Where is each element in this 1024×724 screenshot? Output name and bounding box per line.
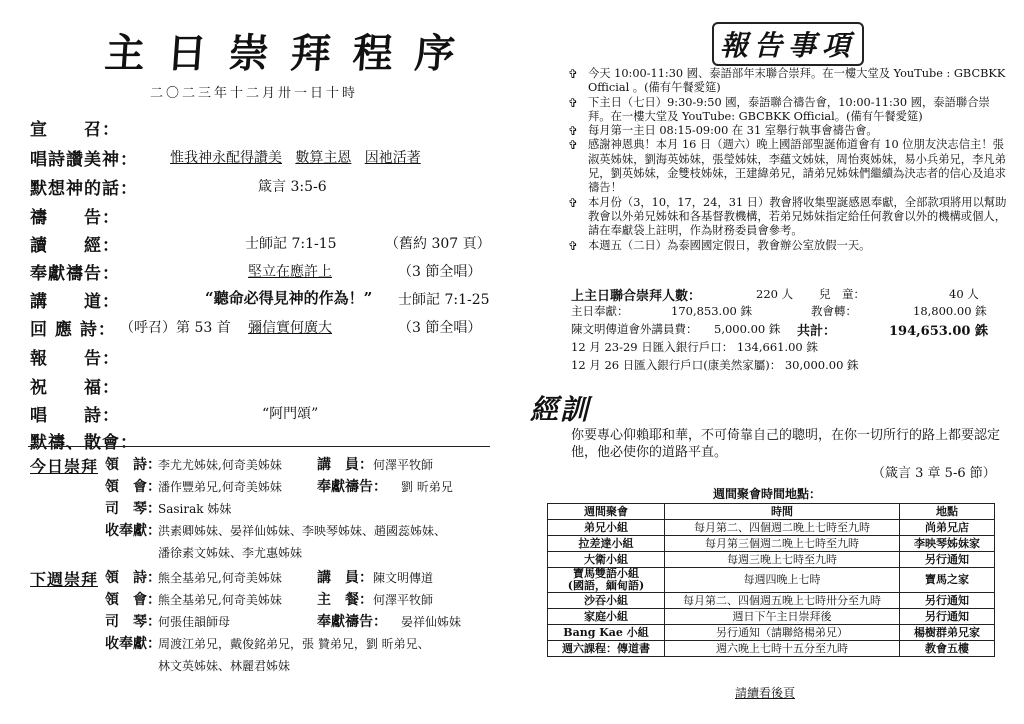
meetings-table-wrap	[547, 503, 995, 657]
transfer-value: 18,800.00 銖	[913, 304, 987, 318]
bank-deposit-line: 12 月 23-29 日匯入銀行戶口： 134,661.00 銖	[571, 340, 818, 354]
response-hymn: 彌信實何廣大	[248, 320, 332, 336]
cross-icon: ✞	[568, 138, 579, 153]
offering-hymn-note: （3 節全唱）	[398, 264, 482, 280]
announcement-item: ✞ 感謝神恩典！本月 16 日（週六）晚上國語部聖誕佈道會有 10 位朋友決志信主！張淑英姊妹，劉海英姊妹，張瑩姊妹，李蘊文姊妹，周怡爽姊妹，易小兵弟兄，李凡弟兄，劉英姊妹，金雙枝姊妹，王建緯弟兄，請弟兄姊妹們繼續為決志者的信心及追求禱告！	[568, 138, 1006, 195]
roster-value: 洪素卿姊妹、晏祥仙姊妹、李映琴姊妹、趙國蕊姊妹、	[158, 524, 447, 538]
roster-label: 收奉獻：	[105, 523, 161, 539]
roster-value: 何澤平牧師	[373, 458, 434, 472]
order-announcements-label: 報 告：	[30, 349, 120, 369]
announcement-item: ✞ 每月第一主日 08:15-09:00 在 31 室舉行執事會禱告會。	[568, 124, 878, 139]
meetings-table	[547, 503, 995, 657]
cross-icon: ✞	[568, 95, 579, 110]
meetings-title: 週間聚會時間地點：	[713, 487, 822, 501]
announcement-item: ✞ 本月份（3，10，17，24，31 日）教會將收集聖誕感恩奉獻，全部款項將用以幫助教會以外弟兄姊妹和各基督教機構，若弟兄姊妹指定給任何教會以外的機構或個人，請在奉獻袋上註明，作為財務委員會參考。	[568, 195, 1007, 238]
roster-next-week	[30, 567, 490, 682]
roster-value: 熊全基弟兄,何奇美姊妹	[158, 593, 282, 607]
announcement-item: ✞ 下主日（七日）9:30-9:50 國，泰語聯合禱告會，10:00-11:30 國，泰語聯合崇拜。在一樓大堂及 YouTube: GBCBKK Official。(備有午餐愛筵)	[568, 95, 990, 123]
verse-heading: 經訓	[530, 393, 591, 426]
offering-hymn: 堅立在應許上	[248, 264, 332, 280]
closing-hymn: “阿門頌”	[262, 406, 319, 422]
table-row: 家庭小組 週日下午主日崇拜後 另行通知	[548, 609, 995, 625]
roster-value: 何張佳韻師母	[158, 615, 231, 629]
order-closing-hymn-label: 唱 詩：	[30, 406, 120, 426]
order-reading-label: 讀 經：	[30, 236, 120, 256]
sunday-offering-label: 主日奉獻：	[571, 304, 629, 318]
continue-note: 請續看後頁	[735, 686, 796, 700]
roster-value: 晏祥仙姊妹	[401, 615, 462, 629]
divider	[28, 446, 490, 447]
total-value: 194,653.00 銖	[889, 324, 988, 339]
response-number: （呼召）第 53 首	[120, 320, 231, 336]
col-header: 地點	[900, 504, 995, 520]
meditation-ref: 箴言 3:5-6	[258, 179, 327, 195]
reading-page: （舊約 307 頁）	[385, 236, 491, 252]
roster-value: Sasirak 姊妹	[158, 502, 232, 516]
roster-title: 今日崇拜	[30, 457, 99, 476]
verse-reference: （箴言 3 章 5-6 節）	[872, 466, 996, 481]
page-title: 主日崇拜程序	[103, 30, 479, 77]
roster-title: 下週崇拜	[30, 570, 99, 589]
roster-label: 主 餐：	[317, 592, 373, 608]
sermon-scripture: 士師記 7:1-25	[398, 292, 490, 308]
table-row: Bang Kae 小組 另行通知（請聯絡楊弟兄） 楊樹群弟兄家	[548, 625, 995, 641]
roster-value: 潘徐素文姊妹、李尤惠姊妹	[158, 546, 303, 560]
speaker-fee-label: 陳文明傳道會外講員費：	[571, 322, 698, 336]
hymn-3: 因祂活著	[364, 150, 421, 166]
table-header-row	[548, 504, 995, 520]
cross-icon: ✞	[568, 238, 579, 253]
order-dismissal-label: 默禱、散會：	[30, 433, 138, 453]
roster-label: 收奉獻：	[105, 636, 161, 652]
roster-this-week	[30, 454, 490, 564]
cross-icon: ✞	[568, 124, 579, 139]
bank-deposit-line: 12 月 26 日匯入銀行戶口(康美然家屬)： 30,000.00 銖	[571, 358, 859, 372]
table-row: 週六課程：傳道書 週六晚上七時十五分至九時 教會五樓	[548, 641, 995, 657]
speaker-fee-value: 5,000.00 銖	[714, 322, 781, 336]
sermon-title: “聽命必得見神的作為！”	[205, 289, 373, 307]
col-header: 週間聚會	[548, 504, 665, 520]
roster-label: 領 會：	[105, 479, 161, 495]
order-sermon-label: 講 道：	[30, 292, 120, 312]
order-call-label: 宣 召：	[30, 120, 120, 140]
roster-value: 李尤尤姊妹,何奇美姊妹	[158, 458, 282, 472]
roster-value: 劉 昕弟兄	[401, 480, 453, 494]
table-row: 弟兄小組 每月第二、四個週二晚上七時至九時 尚弟兄店	[548, 520, 995, 536]
table-row: 沙吞小組 每月第二、四個週五晚上七時卅分至九時 另行通知	[548, 593, 995, 609]
order-prayer-label: 禱 告：	[30, 208, 120, 228]
order-meditation-label: 默想神的話：	[30, 179, 138, 199]
roster-label: 領 詩：	[105, 457, 161, 473]
roster-value: 周渡江弟兄，戴俊銘弟兄，張 贊弟兄，劉 昕弟兄、	[158, 637, 430, 651]
roster-label: 司 琴：	[105, 501, 161, 517]
offering-summary	[571, 285, 991, 375]
roster-label: 領 詩：	[105, 570, 161, 586]
roster-label: 領 會：	[105, 592, 161, 608]
col-header: 時間	[665, 504, 900, 520]
announcement-item: ✞ 今天 10:00-11:30 國、泰語部年末聯合崇拜。在一樓大堂及 YouTube : GBCBKK Official 。(備有午餐愛筵)	[568, 67, 1006, 95]
roster-label: 講 員：	[317, 570, 373, 586]
roster-label: 講 員：	[317, 457, 373, 473]
cross-icon: ✞	[568, 67, 579, 81]
announcements-heading: 報告事項	[712, 22, 864, 66]
service-date: 二〇二三年十二月卅一日十時	[150, 86, 359, 101]
order-response-label: 回 應 詩：	[30, 320, 116, 340]
transfer-label: 教會轉：	[811, 304, 857, 318]
order-benediction-label: 祝 福：	[30, 378, 120, 398]
reading-ref: 士師記 7:1-15	[245, 236, 337, 252]
order-hymns-label: 唱詩讚美神：	[30, 150, 138, 170]
roster-value: 林文英姊妹、林麗君姊妹	[158, 659, 291, 673]
total-label: 共計：	[797, 324, 837, 339]
roster-value: 何澤平牧師	[373, 593, 434, 607]
roster-label: 司 琴：	[105, 614, 161, 630]
hymn-1: 惟我神永配得讚美	[170, 150, 282, 166]
attendance-label: 上主日聯合崇拜人數：	[571, 289, 702, 304]
hymn-list	[170, 147, 421, 167]
hymn-2: 數算主恩	[295, 150, 352, 166]
roster-value: 潘作豐弟兄,何奇美姊妹	[158, 480, 282, 494]
roster-label: 奉獻禱告：	[317, 614, 387, 630]
announcements-list	[568, 67, 1008, 253]
children-label: 兒 童：	[819, 287, 865, 301]
response-note: （3 節全唱）	[398, 320, 482, 336]
order-offering-prayer-label: 奉獻禱告：	[30, 264, 120, 284]
cross-icon: ✞	[568, 195, 579, 210]
roster-value: 熊全基弟兄,何奇美姊妹	[158, 571, 282, 585]
table-row: 寶馬雙語小組 (國語，緬甸語) 每週四晚上七時 寶馬之家	[548, 568, 995, 593]
roster-label: 奉獻禱告：	[317, 479, 387, 495]
announcement-item: ✞ 本週五（二日）為泰國國定假日，教會辦公室放假一天。	[568, 238, 871, 253]
sunday-offering-value: 170,853.00 銖	[671, 304, 752, 318]
verse-text: 你要專心仰賴耶和華，不可倚靠自己的聰明，在你一切所行的路上都要認定他，他必使你的道路平直。	[571, 428, 1001, 460]
roster-value: 陳文明傳道	[373, 571, 434, 585]
table-row: 拉差達小組 每月第三個週二晚上七時至九時 李映琴姊妹家	[548, 536, 995, 552]
attendance-adults: 220 人	[756, 287, 794, 301]
table-row: 大衛小組 每週三晚上七時至九時 另行通知	[548, 552, 995, 568]
attendance-children: 40 人	[949, 287, 979, 301]
